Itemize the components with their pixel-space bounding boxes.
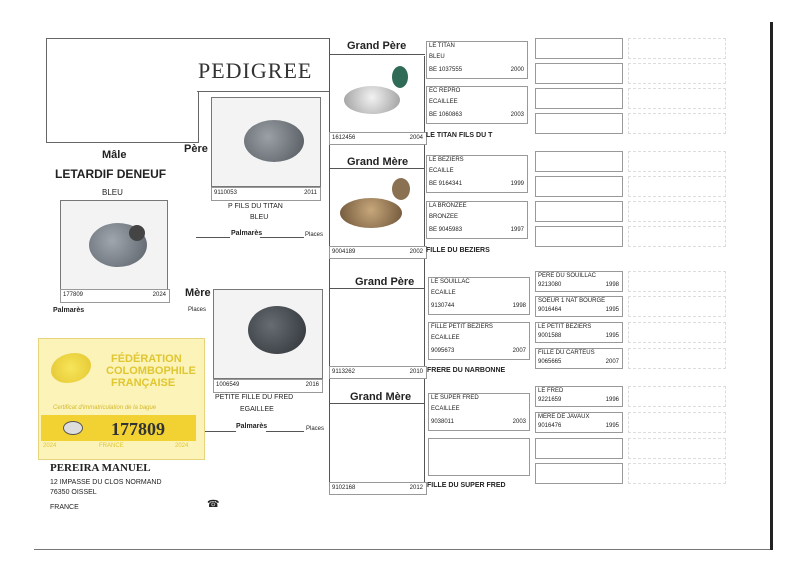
gggm-1-name: LE FRED xyxy=(538,388,564,394)
empty-box xyxy=(535,463,623,484)
ggp-2-name: EC REPRO xyxy=(429,88,461,94)
gggp-3-ring: 9001588 xyxy=(538,333,562,339)
gggp-2-ring: 9016464 xyxy=(538,307,562,313)
mgp-1-name: LE SOUILLAC xyxy=(431,279,470,285)
mother-places: Places xyxy=(306,426,325,432)
owner-address1: 12 IMPASSE DU CLOS NORMAND xyxy=(50,479,162,486)
gggm-box-2 xyxy=(535,412,623,433)
mgm-box-2-empty xyxy=(428,438,530,476)
gm-paternal-label: Grand Mère xyxy=(347,156,409,168)
federation-line3: FRANÇAISE xyxy=(111,377,176,389)
gm-maternal-name: FILLE DU SUPER FRED xyxy=(427,482,506,489)
gm-paternal-photo xyxy=(332,170,422,244)
empty-box xyxy=(535,113,623,134)
father-label: Père xyxy=(184,143,208,155)
mgp-2-year: 2007 xyxy=(512,348,526,354)
ggp-1-year: 2000 xyxy=(510,67,524,73)
gggm-1-ring: 9221659 xyxy=(538,397,562,403)
mother-label: Mère xyxy=(185,287,211,299)
gggp-box-2 xyxy=(535,296,623,317)
empty-box xyxy=(535,88,623,109)
dove-icon xyxy=(51,353,91,383)
gggm-2-ring: 9016476 xyxy=(538,423,562,429)
ggp-box-2 xyxy=(426,86,528,124)
mgm-1-ring: 9038011 xyxy=(431,419,454,425)
pigeon-image xyxy=(244,120,304,162)
subject-name: LETARDIF DENEUF xyxy=(55,167,167,181)
mgm-1-color: ECAILLEE xyxy=(431,406,460,412)
ggm-box-1 xyxy=(426,155,528,193)
mother-name: PETITE FILLE DU FRED xyxy=(215,394,294,401)
mother-ring: 1006549 xyxy=(216,382,240,388)
mother-places-left: Places xyxy=(188,307,207,313)
gggp-1-ring: 9213080 xyxy=(538,282,562,288)
gggp-3-name: LE PETIT BEZIERS xyxy=(538,324,592,330)
federation-line1: FÉDÉRATION xyxy=(111,353,182,365)
pigeon-image xyxy=(340,198,402,228)
gggm-2-name: MERE DE JAVAUX xyxy=(538,414,590,420)
gggm-2-year: 1995 xyxy=(605,423,619,429)
subject-section-label: Mâle xyxy=(102,149,127,161)
subject-year: 2024 xyxy=(152,292,166,298)
gggp-4-ring: 9065665 xyxy=(538,359,562,365)
ggm-1-name: LE BEZIERS xyxy=(429,157,464,163)
father-palmares: Palmarès xyxy=(231,230,263,237)
empty-box xyxy=(535,176,623,197)
federation-year-left: 2024 xyxy=(43,443,57,449)
subject-ring: 177809 xyxy=(63,292,84,298)
gggp-2-name: SOEUR 1 NAT BOURGE xyxy=(538,298,606,304)
gggp-1-name: PERE DU SOUILLAC xyxy=(538,273,597,279)
mgp-2-color: ECAILLEE xyxy=(431,335,460,341)
gggp-4-year: 2007 xyxy=(605,359,619,365)
gm-maternal-label: Grand Mère xyxy=(350,391,412,403)
ggm-2-name: LA BRONZEE xyxy=(429,203,467,209)
ggm-2-ring: BE 9045983 xyxy=(429,227,463,233)
ggm-2-year: 1997 xyxy=(510,227,524,233)
ggp-1-color: BLEU xyxy=(429,54,445,60)
gp-maternal-year: 2010 xyxy=(409,369,423,375)
federation-country: FRANCE xyxy=(99,443,124,449)
gm-paternal-name: FILLE DU BEZIERS xyxy=(426,247,490,254)
mother-palmares: Palmarès xyxy=(236,423,268,430)
phone-icon: ☎ xyxy=(207,499,220,510)
ggp-box-1 xyxy=(426,41,528,79)
federation-line2: COLOMBOPHILE xyxy=(106,365,196,377)
owner-country: FRANCE xyxy=(50,504,79,511)
top-left-box xyxy=(46,38,199,143)
gm-maternal-year: 2012 xyxy=(409,485,423,491)
mother-color: EGAILLEE xyxy=(240,406,274,413)
mgp-1-year: 1998 xyxy=(512,303,526,309)
ggp-1-ring: BE 1037555 xyxy=(429,67,463,73)
mgp-1-ring: 9130744 xyxy=(431,303,455,309)
gm-paternal-ring: 9004189 xyxy=(332,249,356,255)
ggm-box-2 xyxy=(426,201,528,239)
gp-maternal-ring: 9113262 xyxy=(332,369,355,375)
pigeon-image xyxy=(344,86,400,114)
owner-name: PEREIRA MANUEL xyxy=(50,462,151,474)
mgm-1-year: 2003 xyxy=(512,419,526,425)
mother-photo xyxy=(213,289,323,379)
father-ring-box xyxy=(211,187,321,201)
ggm-1-color: ECAILLE xyxy=(429,168,454,174)
empty-box xyxy=(535,438,623,459)
gm-paternal-ring-box xyxy=(329,246,427,259)
federation-year-right: 2024 xyxy=(175,443,189,449)
gggm-box-1 xyxy=(535,386,623,407)
mgp-box-2 xyxy=(428,322,530,360)
gggp-3-year: 1995 xyxy=(605,333,619,339)
gggp-2-year: 1995 xyxy=(605,307,619,313)
mother-ring-box xyxy=(213,379,323,393)
empty-box xyxy=(535,226,623,247)
ggp-2-ring: BE 1060863 xyxy=(429,112,463,118)
mgm-1-name: LE SUPER FRED xyxy=(431,395,479,401)
gm-paternal-year: 2002 xyxy=(409,249,423,255)
gm-maternal-ring-box xyxy=(329,482,427,495)
empty-box xyxy=(535,38,623,59)
ggp-2-color: ECAILLEE xyxy=(429,99,458,105)
subject-ring-box xyxy=(60,289,170,303)
subject-palmares: Palmarès xyxy=(53,307,85,314)
gggp-box-1 xyxy=(535,271,623,292)
father-places: Places xyxy=(305,232,324,238)
father-name: P FILS DU TITAN xyxy=(228,203,283,210)
owner-address2: 76350 OISSEL xyxy=(50,489,97,496)
empty-box xyxy=(535,201,623,222)
gp-paternal-year: 2004 xyxy=(409,135,423,141)
mgm-box-1 xyxy=(428,393,530,431)
mgp-2-ring: 9095673 xyxy=(431,348,455,354)
father-color: BLEU xyxy=(250,214,269,221)
gp-paternal-photo xyxy=(332,58,422,130)
empty-box xyxy=(535,151,623,172)
gggp-box-4 xyxy=(535,348,623,369)
gggp-box-3 xyxy=(535,322,623,343)
gp-maternal-label: Grand Père xyxy=(355,276,415,288)
ggp-1-name: LE TITAN xyxy=(429,43,455,49)
subject-photo xyxy=(60,200,168,290)
gp-maternal-ring-box xyxy=(329,366,427,379)
mgp-2-name: FILLE PETIT BEZIERS xyxy=(431,324,493,330)
ggm-1-ring: BE 9164341 xyxy=(429,181,463,187)
federation-certificate: Certificat d'immatriculation de la bague xyxy=(53,405,157,411)
gp-paternal-label: Grand Père xyxy=(347,40,407,52)
federation-card xyxy=(38,338,205,460)
mgp-box-1 xyxy=(428,277,530,315)
gm-maternal-ring: 9102168 xyxy=(332,485,356,491)
father-photo xyxy=(211,97,321,187)
empty-box xyxy=(535,63,623,84)
gggp-1-year: 1998 xyxy=(605,282,619,288)
page-title: PEDIGREE xyxy=(198,58,313,83)
gggm-1-year: 1996 xyxy=(605,397,619,403)
gggp-4-name: FILLE DU CARTEUS xyxy=(538,350,595,356)
gp-paternal-name: LE TITAN FILS DU T xyxy=(426,132,493,139)
mother-year: 2016 xyxy=(305,382,319,388)
gp-paternal-ring-box xyxy=(329,132,427,145)
pigeon-image xyxy=(248,306,306,354)
ggp-2-year: 2003 xyxy=(510,112,524,118)
subject-color: BLEU xyxy=(102,188,123,197)
father-ring: 9110053 xyxy=(214,190,237,196)
federation-ring: 177809 xyxy=(111,419,165,439)
ring-icon xyxy=(63,421,83,435)
ggm-1-year: 1999 xyxy=(510,181,524,187)
gp-paternal-ring: 1612456 xyxy=(332,135,356,141)
ggm-2-color: BRONZEE xyxy=(429,214,459,220)
mgp-1-color: ECAILLE xyxy=(431,290,456,296)
gp-maternal-name: FRERE DU NARBONNE xyxy=(427,367,506,374)
father-year: 2011 xyxy=(304,190,317,196)
